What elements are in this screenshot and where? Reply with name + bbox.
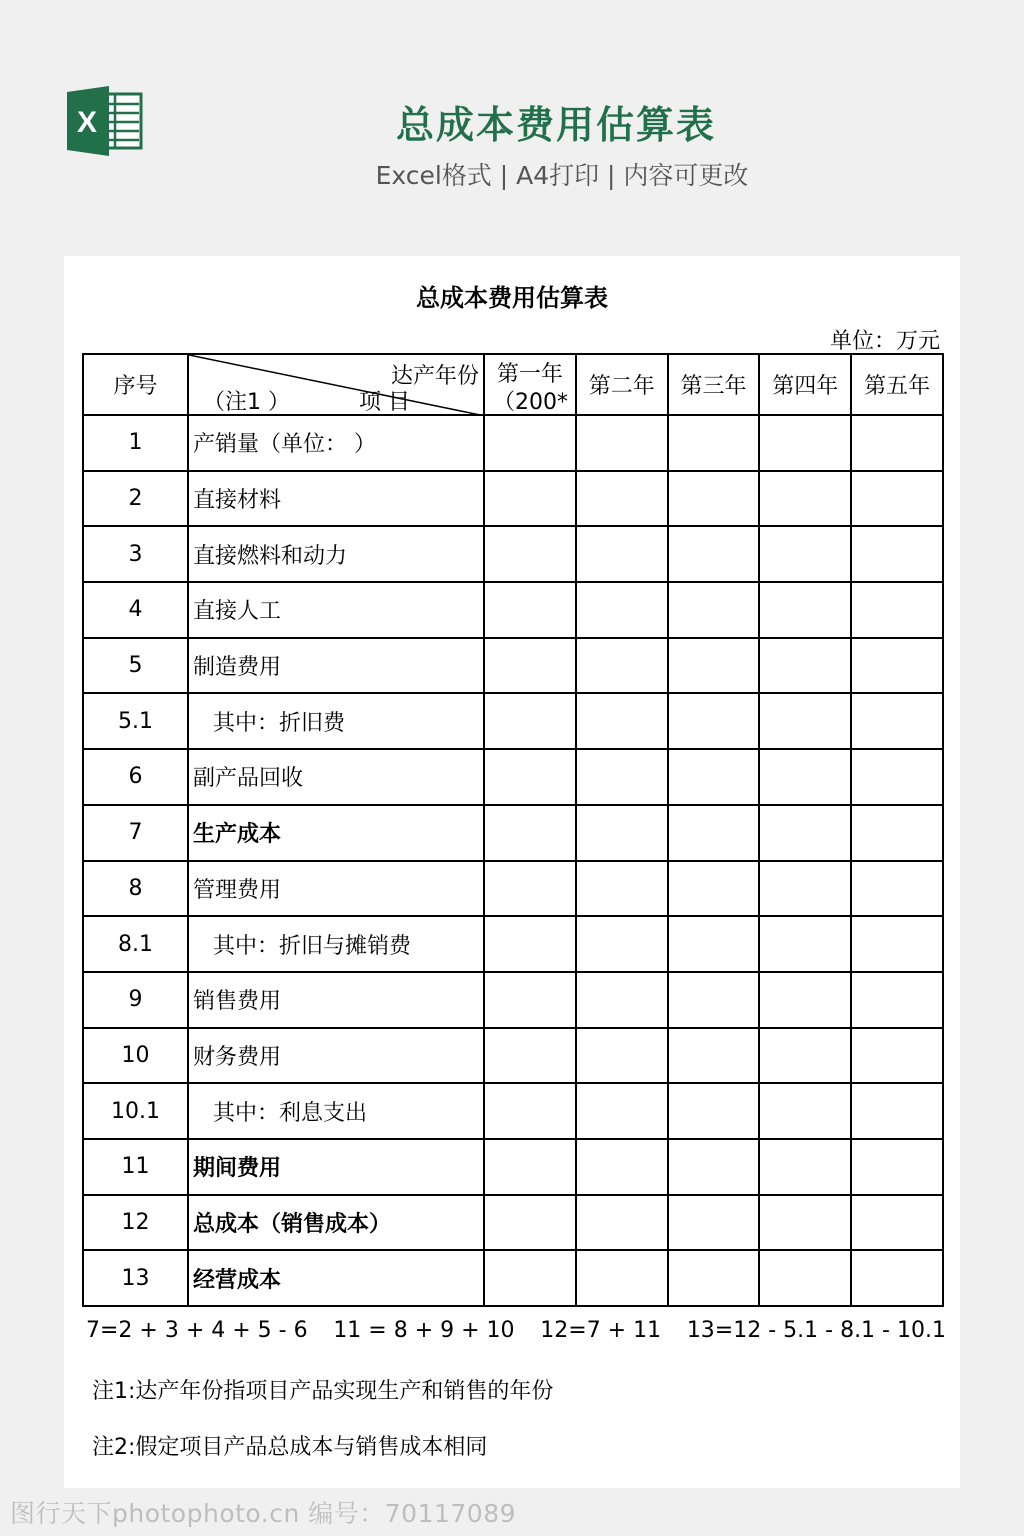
table-row [83,1083,943,1139]
page-title: 总成本费用估算表 [395,103,716,147]
cell-year-4[interactable] [759,1028,851,1084]
cell-year-5[interactable] [851,693,943,749]
row-item: 制造费用 [188,638,484,694]
cell-year-4[interactable] [759,1250,851,1306]
row-item: 财务费用 [188,1028,484,1084]
cost-estimate-table [82,353,944,1307]
row-item: 经营成本 [188,1250,484,1306]
row-item: 其中：折旧与摊销费 [188,916,484,972]
cell-year-2[interactable] [576,638,668,694]
cell-year-1[interactable] [484,749,576,805]
cell-year-5[interactable] [851,1028,943,1084]
watermark: 图行天下photophoto.cn 编号：70117089 [10,1499,517,1528]
table-row [83,916,943,972]
header-note-label: （注1 ） [203,390,290,415]
formula: 13=12 - 5.1 - 8.1 - 10.1 [686,1318,946,1343]
table-row [83,526,943,582]
cell-year-2[interactable] [576,471,668,527]
cell-year-4[interactable] [759,415,851,471]
cell-year-4[interactable] [759,526,851,582]
header-seq: 序号 [83,354,188,415]
cell-year-1[interactable] [484,1139,576,1195]
cell-year-3[interactable] [668,749,760,805]
cell-year-1[interactable] [484,916,576,972]
cell-year-3[interactable] [668,1028,760,1084]
unit-label: 单位：万元 [829,329,940,354]
row-seq: 6 [83,749,188,805]
cell-year-5[interactable] [851,1139,943,1195]
cell-year-1[interactable] [484,805,576,861]
row-item: 副产品回收 [188,749,484,805]
note-1: 注1:达产年份指项目产品实现生产和销售的年份 [92,1379,554,1404]
cell-year-5[interactable] [851,1083,943,1139]
cell-year-1[interactable] [484,415,576,471]
cell-year-4[interactable] [759,972,851,1028]
cell-year-2[interactable] [576,693,668,749]
header-year-2: 第二年 [576,354,668,415]
cell-year-2[interactable] [576,1139,668,1195]
row-item: 直接材料 [188,471,484,527]
cell-year-4[interactable] [759,471,851,527]
cell-year-5[interactable] [851,1195,943,1251]
cell-year-1[interactable] [484,638,576,694]
table-row [83,972,943,1028]
cell-year-3[interactable] [668,972,760,1028]
row-item: 其中：利息支出 [188,1083,484,1139]
cell-year-4[interactable] [759,1195,851,1251]
row-seq: 11 [83,1139,188,1195]
cell-year-3[interactable] [668,471,760,527]
header-year-label: 达产年份 [390,364,479,389]
cell-year-3[interactable] [668,805,760,861]
cell-year-2[interactable] [576,582,668,638]
cell-year-3[interactable] [668,582,760,638]
cell-year-2[interactable] [576,861,668,917]
row-seq: 3 [83,526,188,582]
row-item: 直接燃料和动力 [188,526,484,582]
table-header-row [83,354,943,415]
cell-year-5[interactable] [851,805,943,861]
table-row [83,749,943,805]
row-seq: 8.1 [83,916,188,972]
cell-year-4[interactable] [759,805,851,861]
cell-year-1[interactable] [484,693,576,749]
cell-year-5[interactable] [851,972,943,1028]
table-row [83,693,943,749]
cell-year-5[interactable] [851,749,943,805]
cell-year-2[interactable] [576,1028,668,1084]
cell-year-2[interactable] [576,972,668,1028]
row-seq: 5.1 [83,693,188,749]
row-item: 直接人工 [188,582,484,638]
cell-year-2[interactable] [576,415,668,471]
formula: 11 = 8 + 9 + 10 [333,1318,515,1343]
header-item-label: 项 目 [359,390,410,415]
formula-row [86,1318,946,1343]
cell-year-1[interactable] [484,972,576,1028]
cell-year-5[interactable] [851,638,943,694]
cell-year-5[interactable] [851,1250,943,1306]
header-year-1-sub: （200* [493,390,568,415]
cell-year-5[interactable] [851,526,943,582]
table-row [83,1250,943,1306]
row-seq: 5 [83,638,188,694]
cell-year-2[interactable] [576,805,668,861]
row-seq: 4 [83,582,188,638]
page-subtitle: Excel格式 | A4打印 | 内容可更改 [375,161,749,190]
table-row [83,1195,943,1251]
note-2: 注2:假定项目产品总成本与销售成本相同 [92,1435,488,1460]
row-item: 生产成本 [188,805,484,861]
cell-year-1[interactable] [484,1195,576,1251]
cell-year-4[interactable] [759,1139,851,1195]
cell-year-3[interactable] [668,1250,760,1306]
row-seq: 13 [83,1250,188,1306]
cell-year-5[interactable] [851,415,943,471]
cell-year-1[interactable] [484,1028,576,1084]
table-row [83,471,943,527]
table-row [83,805,943,861]
cell-year-3[interactable] [668,1139,760,1195]
cell-year-3[interactable] [668,693,760,749]
row-item: 总成本（销售成本） [188,1195,484,1251]
row-item: 其中：折旧费 [188,693,484,749]
cell-year-4[interactable] [759,749,851,805]
row-seq: 12 [83,1195,188,1251]
row-item: 销售费用 [188,972,484,1028]
cell-year-3[interactable] [668,1195,760,1251]
document-title: 总成本费用估算表 [416,284,608,312]
table-row [83,861,943,917]
cell-year-4[interactable] [759,693,851,749]
document-sheet [64,256,960,1488]
cell-year-5[interactable] [851,916,943,972]
cell-year-5[interactable] [851,861,943,917]
cell-year-2[interactable] [576,749,668,805]
cell-year-4[interactable] [759,916,851,972]
row-seq: 9 [83,972,188,1028]
cell-year-5[interactable] [851,471,943,527]
cell-year-2[interactable] [576,1250,668,1306]
table-row [83,415,943,471]
cell-year-1[interactable] [484,1083,576,1139]
cell-year-1[interactable] [484,1250,576,1306]
cell-year-1[interactable] [484,861,576,917]
cell-year-4[interactable] [759,638,851,694]
cell-year-3[interactable] [668,415,760,471]
row-seq: 2 [83,471,188,527]
table-row [83,1139,943,1195]
formula: 7=2 + 3 + 4 + 5 - 6 [86,1318,308,1343]
cell-year-1[interactable] [484,582,576,638]
header-year-1 [484,354,576,415]
header-year-3: 第三年 [668,354,760,415]
row-seq: 10 [83,1028,188,1084]
cell-year-5[interactable] [851,582,943,638]
header-year-4: 第四年 [759,354,851,415]
cell-year-2[interactable] [576,916,668,972]
row-item: 管理费用 [188,861,484,917]
row-item: 产销量（单位： ） [188,415,484,471]
cell-year-4[interactable] [759,1083,851,1139]
formula: 12=7 + 11 [540,1318,662,1343]
cell-year-3[interactable] [668,1083,760,1139]
header-diagonal-cell [188,354,484,415]
row-seq: 8 [83,861,188,917]
header-year-5: 第五年 [851,354,943,415]
table-row [83,638,943,694]
header-year-1-label: 第一年 [496,362,563,387]
cell-year-3[interactable] [668,861,760,917]
cell-year-4[interactable] [759,582,851,638]
row-item: 期间费用 [188,1139,484,1195]
cell-year-4[interactable] [759,861,851,917]
excel-logo-letter: X [76,106,98,139]
table-row [83,582,943,638]
row-seq: 10.1 [83,1083,188,1139]
row-seq: 1 [83,415,188,471]
cell-year-2[interactable] [576,1083,668,1139]
cell-year-1[interactable] [484,471,576,527]
table-row [83,1028,943,1084]
cell-year-3[interactable] [668,916,760,972]
cell-year-2[interactable] [576,526,668,582]
cell-year-1[interactable] [484,526,576,582]
cell-year-3[interactable] [668,526,760,582]
cell-year-3[interactable] [668,638,760,694]
cell-year-2[interactable] [576,1195,668,1251]
row-seq: 7 [83,805,188,861]
